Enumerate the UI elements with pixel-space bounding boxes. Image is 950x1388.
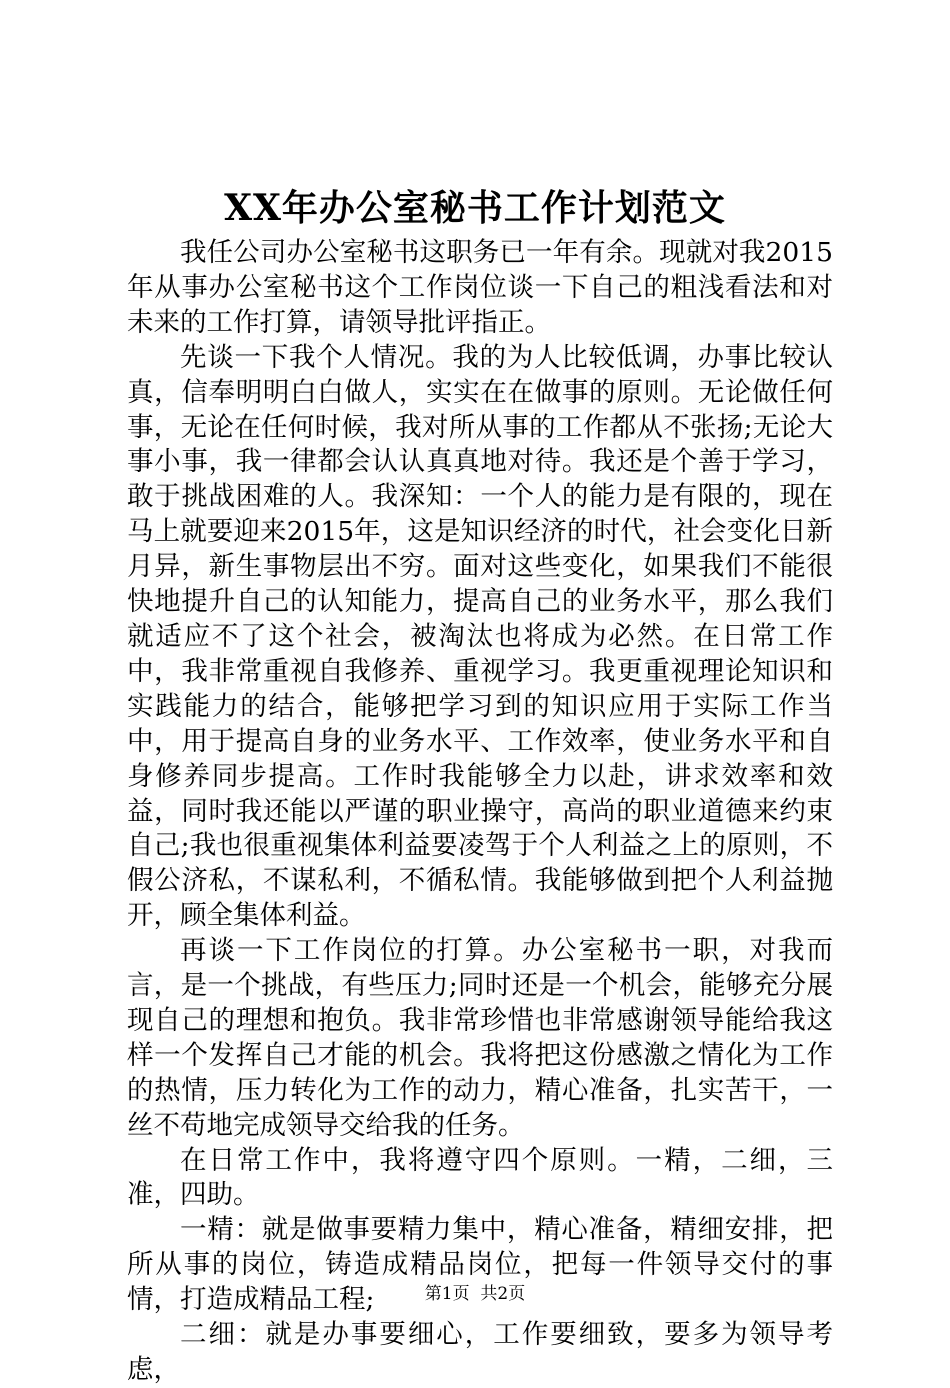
paragraph: 二细：就是办事要细心，工作要细致，要多为领导考虑， (127, 1319, 833, 1385)
paragraph: 我任公司办公室秘书这职务已一年有余。现就对我2015年从事办公室秘书这个工作岗位谈一下自己的粗浅看法和对未来的工作打算，请领导批评指正。 (127, 237, 833, 338)
paragraph: 在日常工作中，我将遵守四个原则。一精，二细，三准，四助。 (127, 1144, 833, 1211)
document-title: XX年办公室秘书工作计划范文 (224, 187, 726, 229)
page-number: 第1页 (424, 1284, 470, 1304)
paragraph: 一精：就是做事要精力集中，精心准备，精细安排，把所从事的岗位，铸造成精品岗位，把每一件领导交付的事情，打造成精品工程; (127, 1214, 833, 1316)
page-footer (0, 1282, 950, 1306)
paragraph: 再谈一下工作岗位的打算。办公室秘书一职，对我而言，是一个挑战，有些压力;同时还是一个机会，能够充分展现自己的理想和抱负。我非常珍惜也非常感谢领导能给我这样一个发挥自己才能的机会。我将把这份感激之情化为工作的热情，压力转化为工作的动力，精心准备，扎实苦干，一丝不苟地完成领导交给我的任务。 (127, 935, 833, 1141)
page-total: 共2页 (480, 1284, 526, 1304)
document-body (127, 236, 833, 1388)
paragraph: 先谈一下我个人情况。我的为人比较低调，办事比较认真，信奉明明白白做人，实实在在做事的原则。无论做任何事，无论在任何时候，我对所从事的工作都从不张扬;无论大事小事，我一律都会认认真真地对待。我还是个善于学习，敢于挑战困难的人。我深知：一个人的能力是有限的，现在马上就要迎来2015年，这是知识经济的时代，社会变化日新月异，新生事物层出不穷。面对这些变化，如果我们不能很快地提升自己的认知能力，提高自己的业务水平，那么我们就适应不了这个社会，被淘汰也将成为必然。在日常工作中，我非常重视自我修养、重视学习。我更重视理论知识和实践能力的结合，能够把学习到的知识应用于实际工作当中，用于提高自身的业务水平、工作效率，使业务水平和自身修养同步提高。工作时我能够全力以赴，讲求效率和效益，同时我还能以严谨的职业操守，高尚的职业道德来约束自己;我也很重视集体利益要凌驾于个人利益之上的原则，不假公济私，不谋私利，不循私情。我能够做到把个人利益抛开，顾全集体利益。 (127, 341, 833, 932)
